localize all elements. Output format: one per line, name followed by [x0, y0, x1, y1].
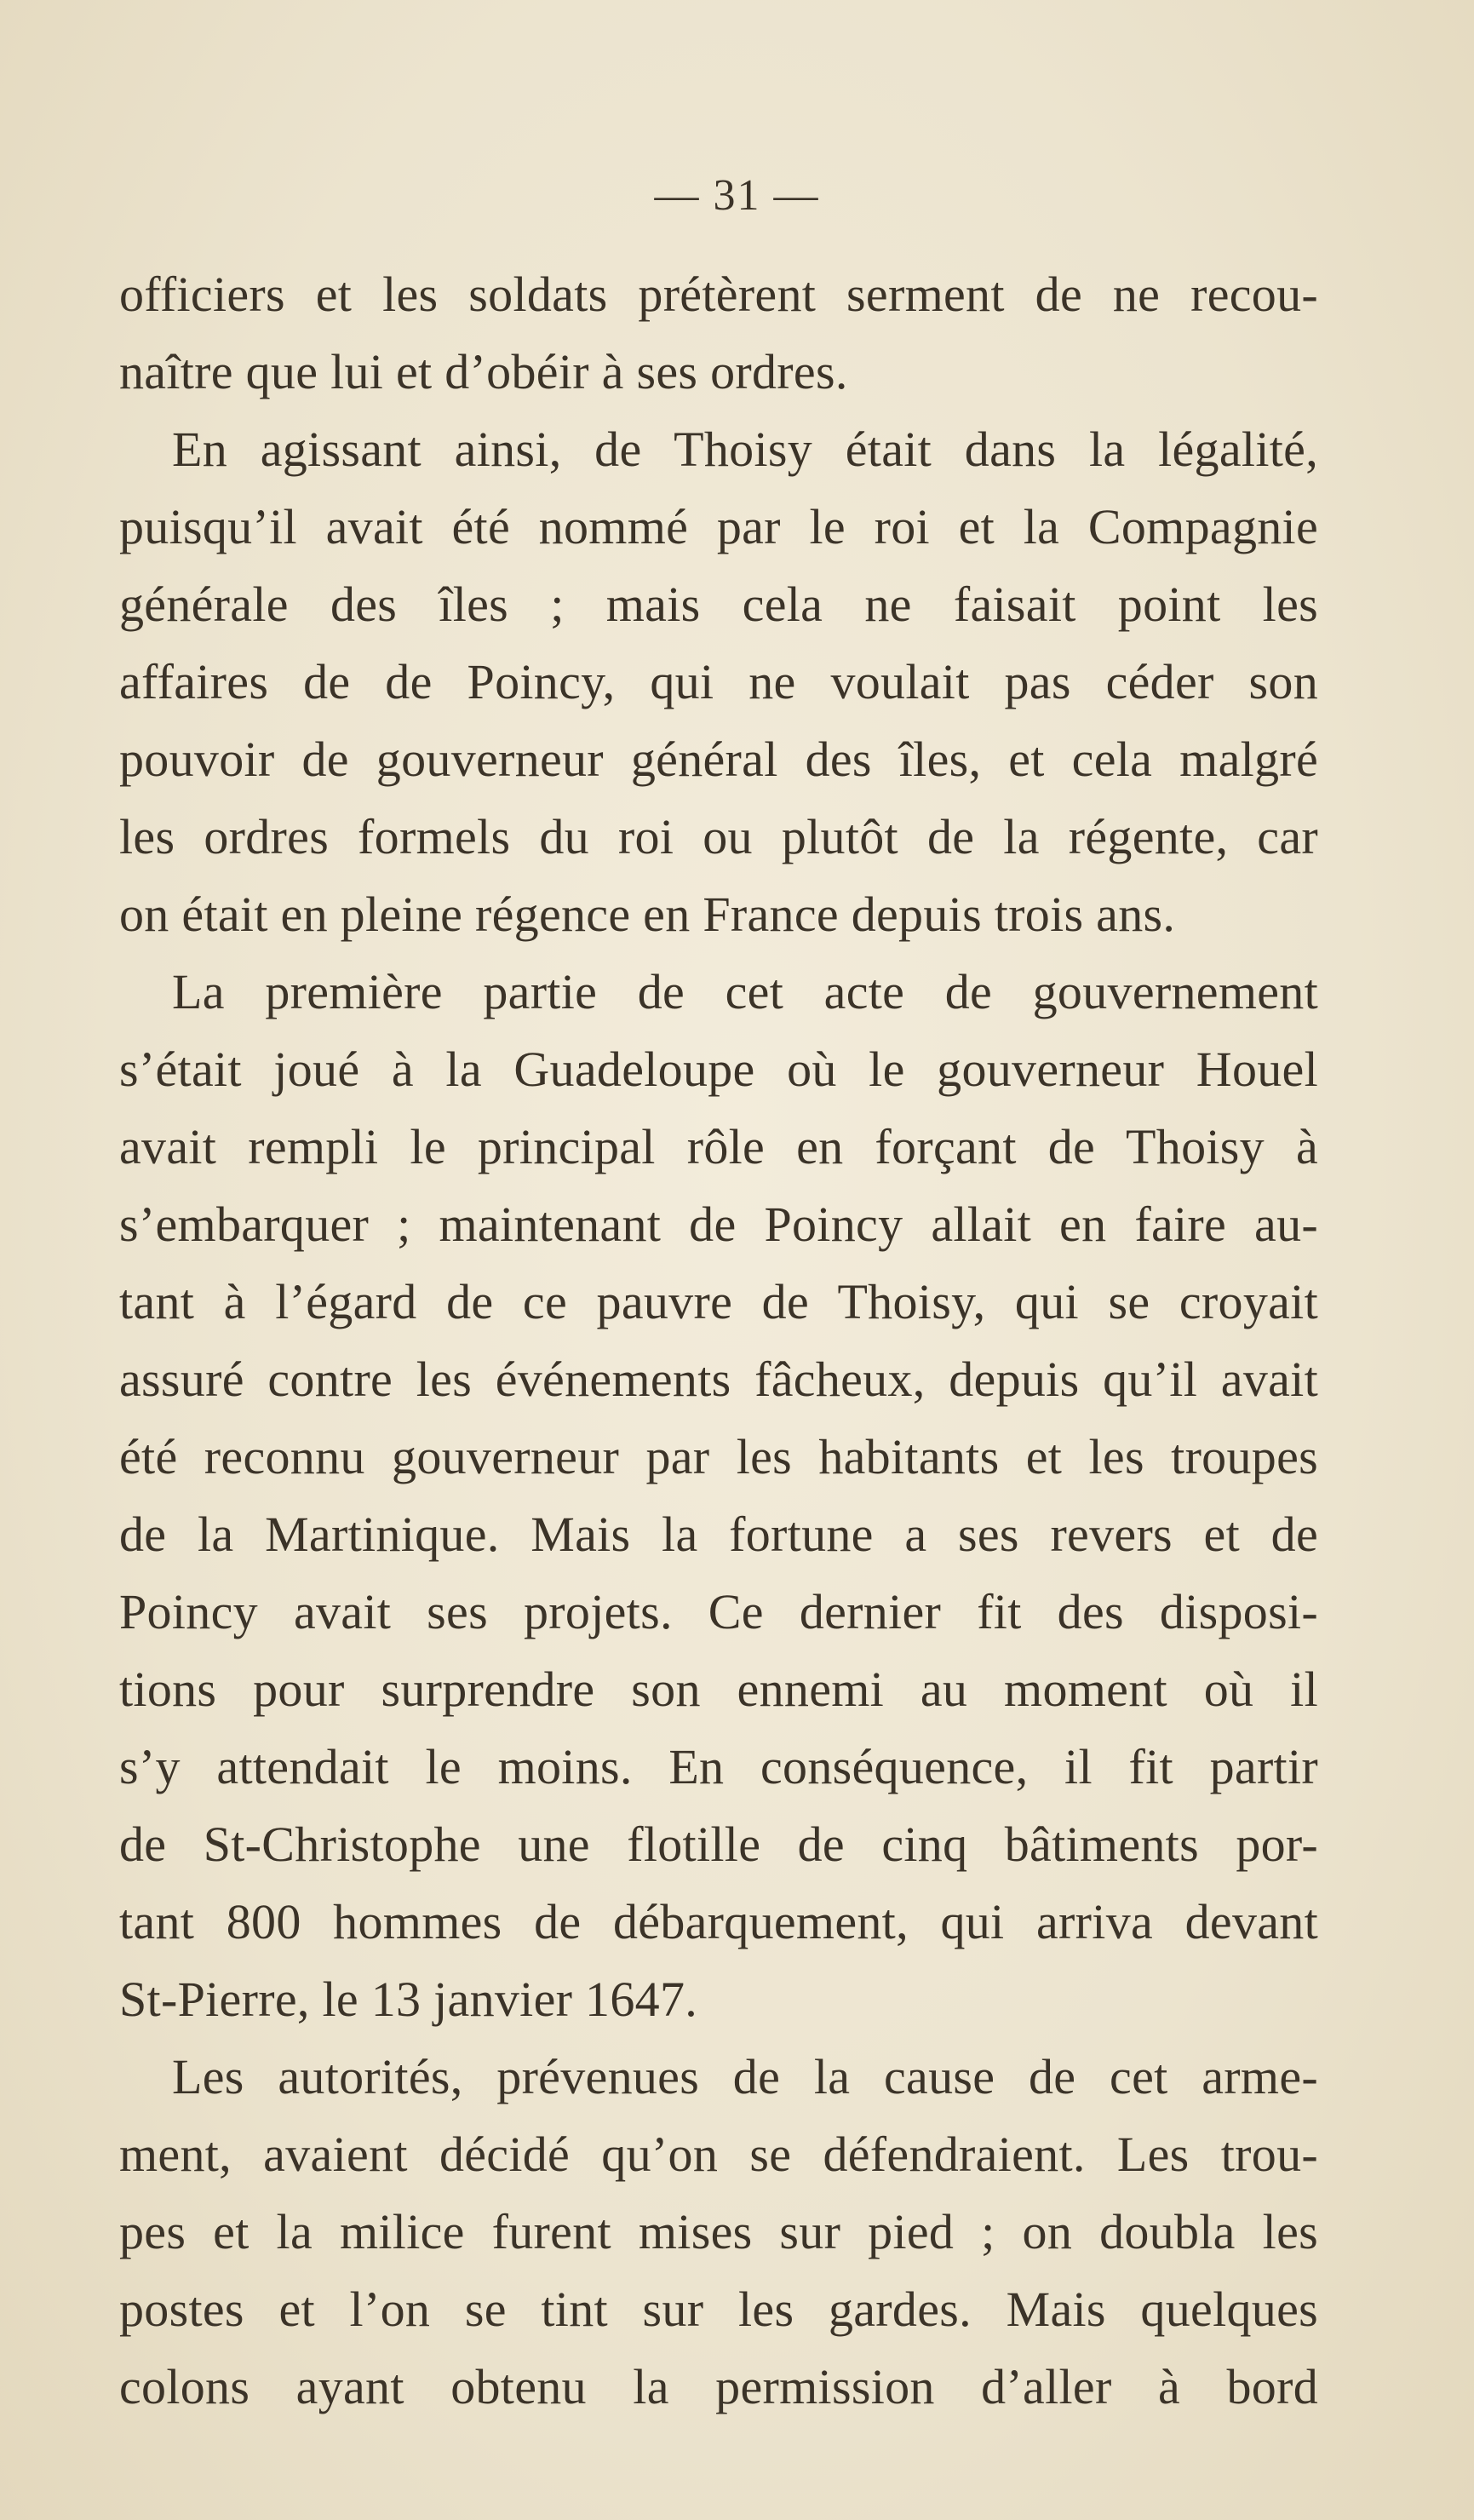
text-line: de St-Christophe une flotille de cinq bâtiments por-	[119, 1817, 1318, 1872]
text-line: tions pour surprendre son ennemi au moment où il	[119, 1662, 1318, 1717]
text-line: tant 800 hommes de débarquement, qui arriva devant	[119, 1894, 1318, 1949]
text-line: générale des îles ; mais cela ne faisait point les	[119, 577, 1318, 632]
text-line: de la Martinique. Mais la fortune a ses revers et de	[119, 1507, 1318, 1562]
text-line: St-Pierre, le 13 janvier 1647.	[119, 1972, 698, 2027]
text-line: s’était joué à la Guadeloupe où le gouverneur Houel	[119, 1042, 1318, 1097]
text-line: Poincy avait ses projets. Ce dernier fit des disposi-	[119, 1584, 1318, 1639]
text-line: La première partie de cet acte de gouvernement	[172, 964, 1318, 1019]
text-line: été reconnu gouverneur par les habitants et les troupes	[119, 1429, 1318, 1484]
text-line: colons ayant obtenu la permission d’aller à bord	[119, 2359, 1318, 2414]
text-line: assuré contre les événements fâcheux, depuis qu’il avait	[119, 1352, 1318, 1407]
text-line: pouvoir de gouverneur général des îles, et cela malgré	[119, 732, 1318, 787]
text-line: ment, avaient décidé qu’on se défendraient. Les trou-	[119, 2127, 1318, 2182]
text-line: postes et l’on se tint sur les gardes. Mais quelques	[119, 2282, 1318, 2337]
text-line: affaires de de Poincy, qui ne voulait pas céder son	[119, 654, 1318, 709]
text-line: s’embarquer ; maintenant de Poincy allait en faire au-	[119, 1197, 1318, 1252]
text-line: pes et la milice furent mises sur pied ; on doubla les	[119, 2204, 1318, 2259]
body-text	[119, 255, 1318, 2425]
text-line: s’y attendait le moins. En conséquence, il fit partir	[119, 1739, 1318, 1794]
text-line: Les autorités, prévenues de la cause de cet arme-	[172, 2049, 1318, 2104]
text-line: officiers et les soldats prétèrent serment de ne recou-	[119, 267, 1318, 322]
text-line: En agissant ainsi, de Thoisy était dans la légalité,	[172, 422, 1318, 477]
text-line: puisqu’il avait été nommé par le roi et la Compagnie	[119, 499, 1318, 554]
text-line: avait rempli le principal rôle en forçant de Thoisy à	[119, 1119, 1318, 1174]
text-line: on était en pleine régence en France depuis trois ans.	[119, 887, 1176, 942]
text-line: les ordres formels du roi ou plutôt de la régente, car	[119, 809, 1318, 864]
page-number: — 31 —	[654, 171, 820, 220]
text-line: tant à l’égard de ce pauvre de Thoisy, qui se croyait	[119, 1274, 1318, 1329]
text-line: naître que lui et d’obéir à ses ordres.	[119, 344, 848, 399]
